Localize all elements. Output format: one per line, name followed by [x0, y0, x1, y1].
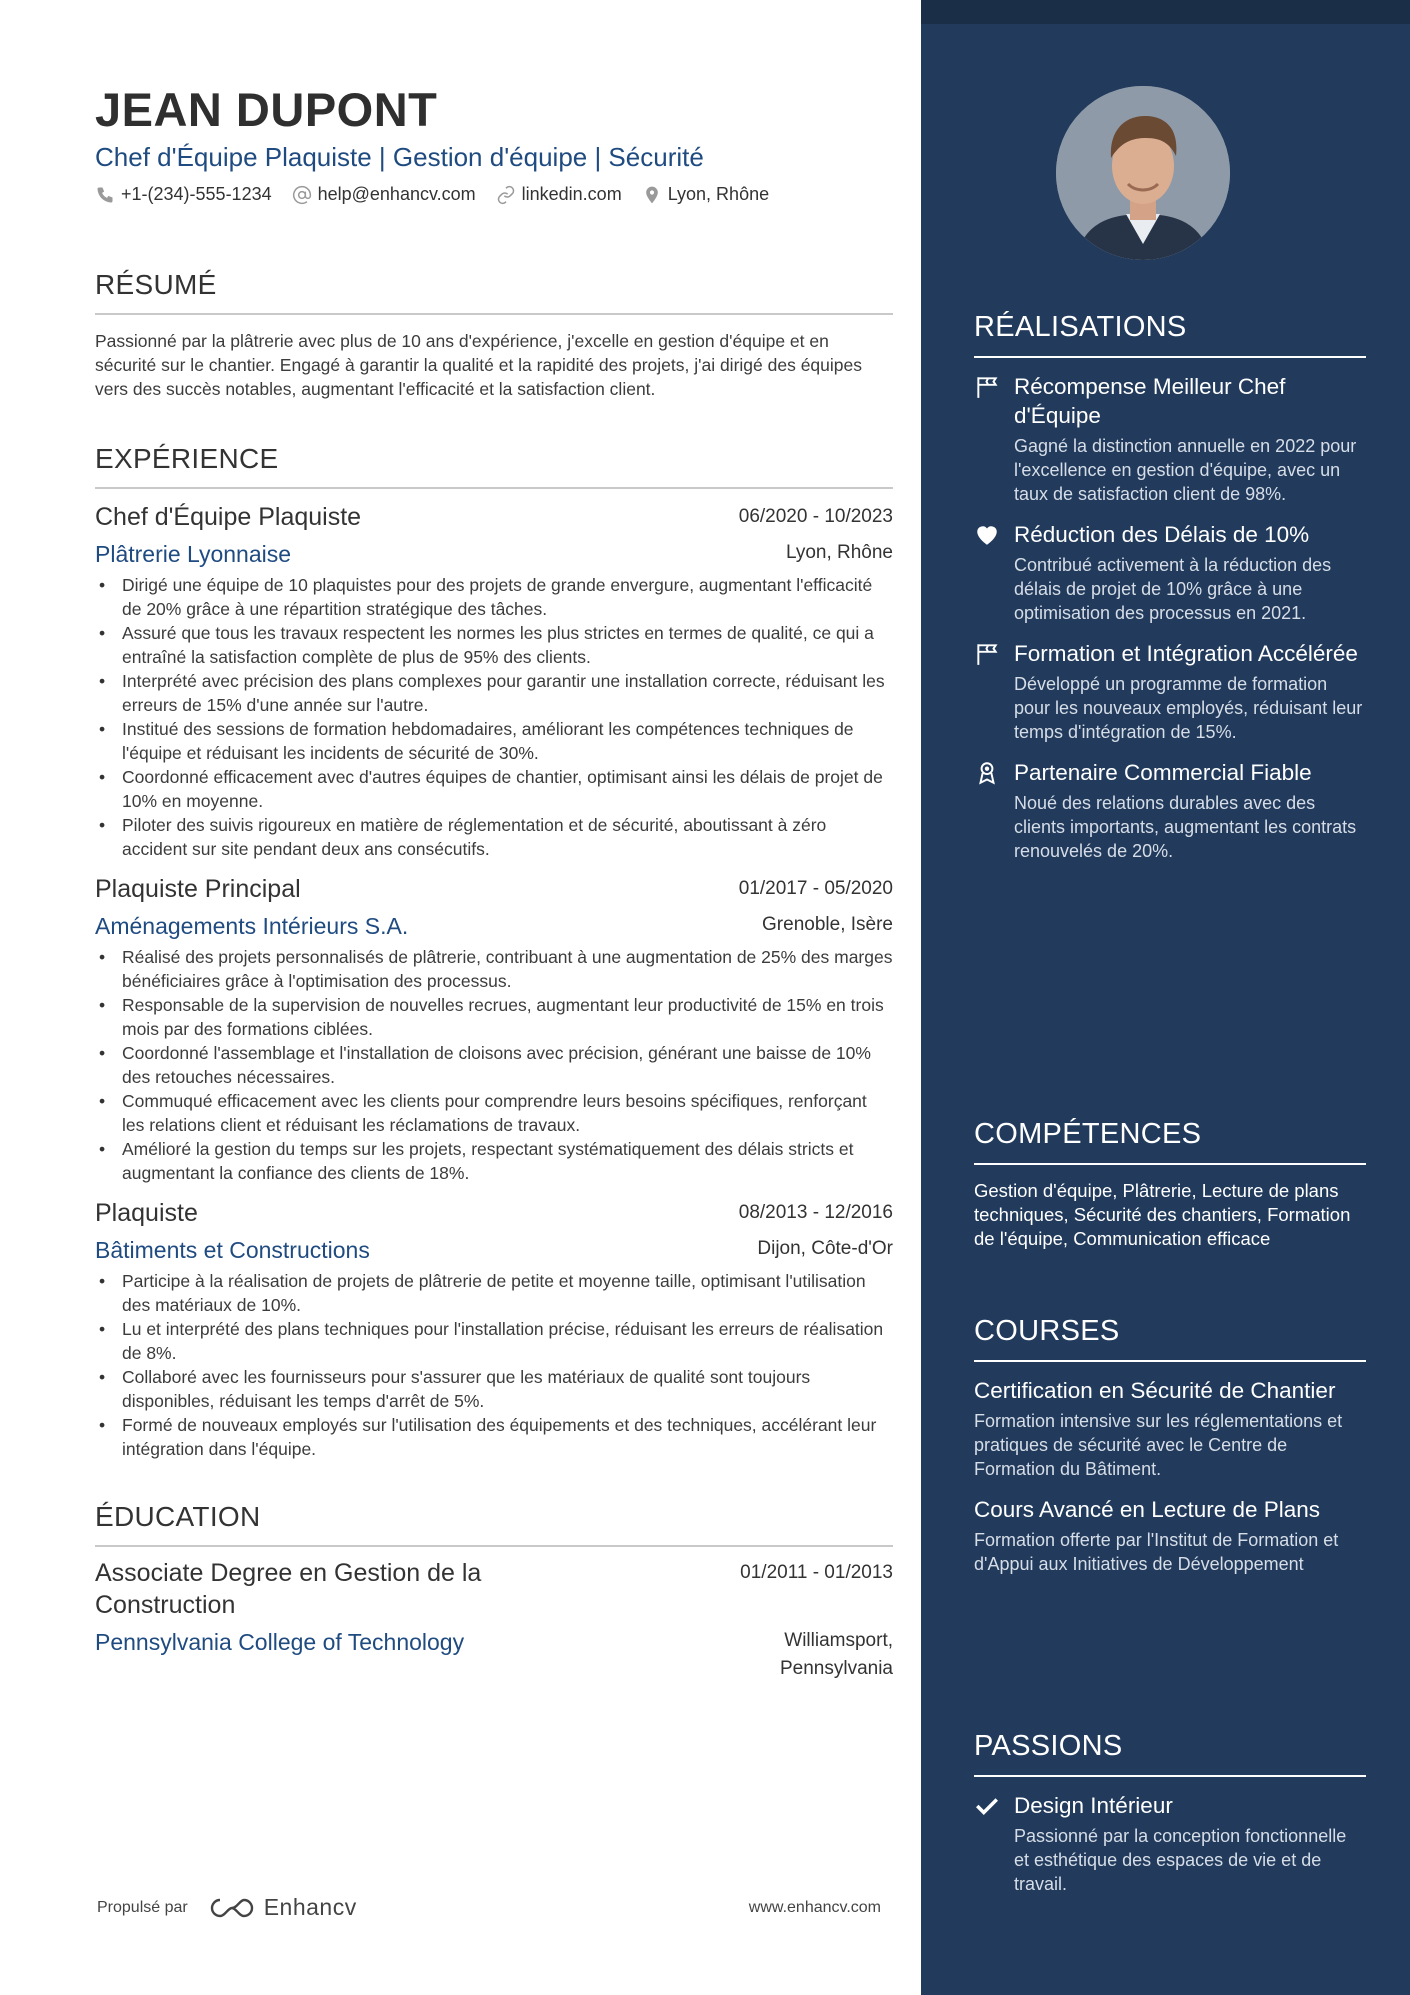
passions-section: [974, 1729, 1366, 1896]
job-company: Bâtiments et Constructions: [95, 1237, 370, 1263]
education-degree: Associate Degree en Gestion de la Construction: [95, 1559, 482, 1619]
summary-title: RÉSUMÉ: [95, 269, 893, 315]
contact-email[interactable]: [292, 184, 476, 205]
job-bullet: • Institué des sessions de formation hebdomadaires, améliorant les compétences techniques de l'équipe et réduisant les incidents de sécurité de 30%.: [95, 717, 893, 765]
heart-icon: [974, 522, 1000, 548]
job-entry: [95, 501, 893, 861]
avatar: [1056, 86, 1230, 260]
job-bullet: • Responsable de la supervision de nouvelles recrues, augmentant leur productivité de 15% en trois mois par des formations ciblées.: [95, 993, 893, 1041]
achievement-title: Partenaire Commercial Fiable: [1014, 760, 1312, 785]
experience-title: EXPÉRIENCE: [95, 443, 893, 489]
sidebar: [921, 0, 1410, 1995]
summary-text: Passionné par la plâtrerie avec plus de 10 ans d'expérience, j'excelle en gestion d'équipe et en sécurité sur le chantier. Engagé à garantir la qualité et la rapidité des projets, j'ai dirigé des équipes vers des succès notables, augmentant l'efficacité et la satisfaction client.: [95, 331, 862, 399]
passion-title: Design Intérieur: [1014, 1793, 1173, 1818]
job-location: Lyon, Rhône: [785, 542, 893, 563]
candidate-name: JEAN DUPONT: [95, 83, 438, 136]
job-location: Grenoble, Isère: [762, 914, 893, 935]
job-dates: 06/2020 - 10/2023: [738, 506, 893, 527]
achievement-item: [974, 758, 1366, 863]
job-bullet: • Réalisé des projets personnalisés de plâtrerie, contribuant à une augmentation de 25% des marges bénéficiaires grâce à l'optimisation des processus.: [95, 945, 893, 993]
achievement-title: Réduction des Délais de 10%: [1014, 522, 1310, 547]
achievement-item: [974, 520, 1366, 625]
contact-location: [642, 184, 769, 205]
contact-linkedin-text: linkedin.com: [521, 184, 622, 204]
skills-section: [974, 1117, 1366, 1251]
course-item: [974, 1495, 1366, 1576]
course-item: [974, 1376, 1366, 1481]
link-icon: [496, 185, 516, 205]
job-bullet: • Lu et interprété des plans techniques pour l'installation précise, réduisant les erreurs de réalisation de 8%.: [95, 1317, 893, 1365]
job-role: Plaquiste: [95, 1199, 198, 1227]
achievements-section: [974, 310, 1366, 863]
job-bullet: • Assuré que tous les travaux respectent les normes les plus strictes en termes de qualité, ce qui a entraîné la satisfaction complète de plus de 95% des clients.: [95, 621, 893, 669]
course-title: Certification en Sécurité de Chantier: [974, 1378, 1336, 1403]
job-company: Plâtrerie Lyonnaise: [95, 541, 292, 567]
job-entry: [95, 1197, 893, 1461]
passion-item: [974, 1791, 1366, 1896]
job-bullets: [95, 1269, 893, 1461]
job-bullet: • Piloter des suivis rigoureux en matière de réglementation et de sécurité, aboutissant à zéro accident sur site pendant deux ans consécutifs.: [95, 813, 893, 861]
education-school: Pennsylvania College of Technology: [95, 1629, 465, 1655]
headline: Chef d'Équipe Plaquiste | Gestion d'équipe | Sécurité: [95, 142, 704, 172]
footer-url[interactable]: www.enhancv.com: [748, 1898, 881, 1916]
avatar-portrait-icon: [1056, 86, 1230, 260]
courses-title: COURSES: [974, 1314, 1366, 1362]
job-bullet: • Formé de nouveaux employés sur l'utilisation des équipements et des techniques, accélérant leur intégration dans l'équipe.: [95, 1413, 893, 1461]
course-title: Cours Avancé en Lecture de Plans: [974, 1497, 1321, 1522]
job-location: Dijon, Côte-d'Or: [757, 1238, 893, 1259]
location-pin-icon: [642, 185, 662, 205]
job-company: Aménagements Intérieurs S.A.: [95, 913, 409, 939]
job-bullet: • Interprété avec précision des plans complexes pour garantir une installation correcte, réduisant les erreurs de 15% d'une année sur l'autre.: [95, 669, 893, 717]
job-role: Plaquiste Principal: [95, 875, 301, 903]
education-dates: 01/2011 - 01/2013: [740, 1562, 893, 1583]
achievement-title: Formation et Intégration Accélérée: [1014, 641, 1358, 666]
contact-phone-text: +1-(234)-555-1234: [121, 184, 272, 204]
contact-bar: [95, 184, 893, 205]
job-bullet: • Coordonné l'assemblage et l'installation de cloisons avec précision, générant une baisse de 10% des retouches nécessaires.: [95, 1041, 893, 1089]
flag-icon: [974, 641, 1000, 667]
summary-section: [95, 269, 893, 401]
job-bullet: • Amélioré la gestion du temps sur les projets, respectant systématiquement des délais stricts et augmentant la confiance des clients de 18%.: [95, 1137, 893, 1185]
achievement-desc: Contribué activement à la réduction des délais de projet de 10% grâce à une optimisation des processus en 2021.: [1014, 555, 1332, 623]
skills-title: COMPÉTENCES: [974, 1117, 1366, 1165]
skills-text: Gestion d'équipe, Plâtrerie, Lecture de plans techniques, Sécurité des chantiers, Formation de l'équipe, Communication efficace: [974, 1180, 1351, 1249]
course-desc: Formation intensive sur les réglementations et pratiques de sécurité avec le Centre de Formation du Bâtiment.: [974, 1411, 1343, 1479]
job-dates: 01/2017 - 05/2020: [738, 878, 893, 899]
achievement-desc: Gagné la distinction annuelle en 2022 pour l'excellence en gestion d'équipe, avec un taux de satisfaction client de 98%.: [1014, 436, 1357, 504]
job-bullet: • Coordonné efficacement avec d'autres équipes de chantier, optimisant ainsi les délais de projet de 10% en moyenne.: [95, 765, 893, 813]
contact-email-text: help@enhancv.com: [317, 184, 476, 204]
education-title: ÉDUCATION: [95, 1501, 893, 1547]
achievement-item: [974, 372, 1366, 506]
job-bullet: • Collaboré avec les fournisseurs pour s'assurer que les matériaux de qualité sont toujours disponibles, réduisant les temps d'arrêt de 5%.: [95, 1365, 893, 1413]
job-dates: 08/2013 - 12/2016: [738, 1202, 893, 1223]
achievement-title: Récompense Meilleur Chef d'Équipe: [1014, 374, 1286, 428]
job-bullet: • Participe à la réalisation de projets de plâtrerie de petite et moyenne taille, optimisant l'utilisation des matériaux de 10%.: [95, 1269, 893, 1317]
flag-icon: [974, 374, 1000, 400]
phone-icon: [95, 185, 115, 205]
contact-linkedin[interactable]: [496, 184, 622, 205]
job-bullets: [95, 573, 893, 861]
job-bullet: • Commuqué efficacement avec les clients pour comprendre leurs besoins spécifiques, renforçant les relations client et réduisant les réclamations de travaux.: [95, 1089, 893, 1137]
course-desc: Formation offerte par l'Institut de Formation et d'Appui aux Initiatives de Développement: [974, 1530, 1339, 1574]
award-icon: [974, 760, 1000, 786]
achievement-item: [974, 639, 1366, 744]
passion-desc: Passionné par la conception fonctionnelle et esthétique des espaces de vie et de travail.: [1014, 1826, 1347, 1894]
check-icon: [974, 1793, 1000, 1819]
footer: [97, 1894, 881, 1921]
contact-location-text: Lyon, Rhône: [667, 184, 770, 204]
education-section: [95, 1501, 893, 1683]
achievement-desc: Noué des relations durables avec des clients importants, augmentant les contrats renouvelés de 20%.: [1014, 793, 1357, 861]
at-icon: [292, 185, 312, 205]
powered-by-label: Propulsé par: [97, 1898, 188, 1916]
passions-title: PASSIONS: [974, 1729, 1366, 1777]
education-entry: [95, 1557, 893, 1683]
enhancv-logo-icon: [208, 1896, 256, 1920]
job-bullets: [95, 945, 893, 1185]
achievement-desc: Développé un programme de formation pour les nouveaux employés, réduisant leur temps d'intégration de 15%.: [1014, 674, 1363, 742]
experience-section: [95, 443, 893, 1461]
contact-phone[interactable]: [95, 184, 272, 205]
job-role: Chef d'Équipe Plaquiste: [95, 503, 362, 531]
brand-name[interactable]: Enhancv: [263, 1894, 357, 1920]
courses-section: [974, 1314, 1366, 1576]
job-bullet: • Dirigé une équipe de 10 plaquistes pour des projets de grande envergure, augmentant l'efficacité de 20% grâce à une répartition stratégique des tâches.: [95, 573, 893, 621]
education-location: Williamsport, Pennsylvania: [779, 1630, 893, 1679]
job-entry: [95, 873, 893, 1185]
sidebar-top-bar: [921, 0, 1410, 24]
achievements-title: RÉALISATIONS: [974, 310, 1366, 358]
